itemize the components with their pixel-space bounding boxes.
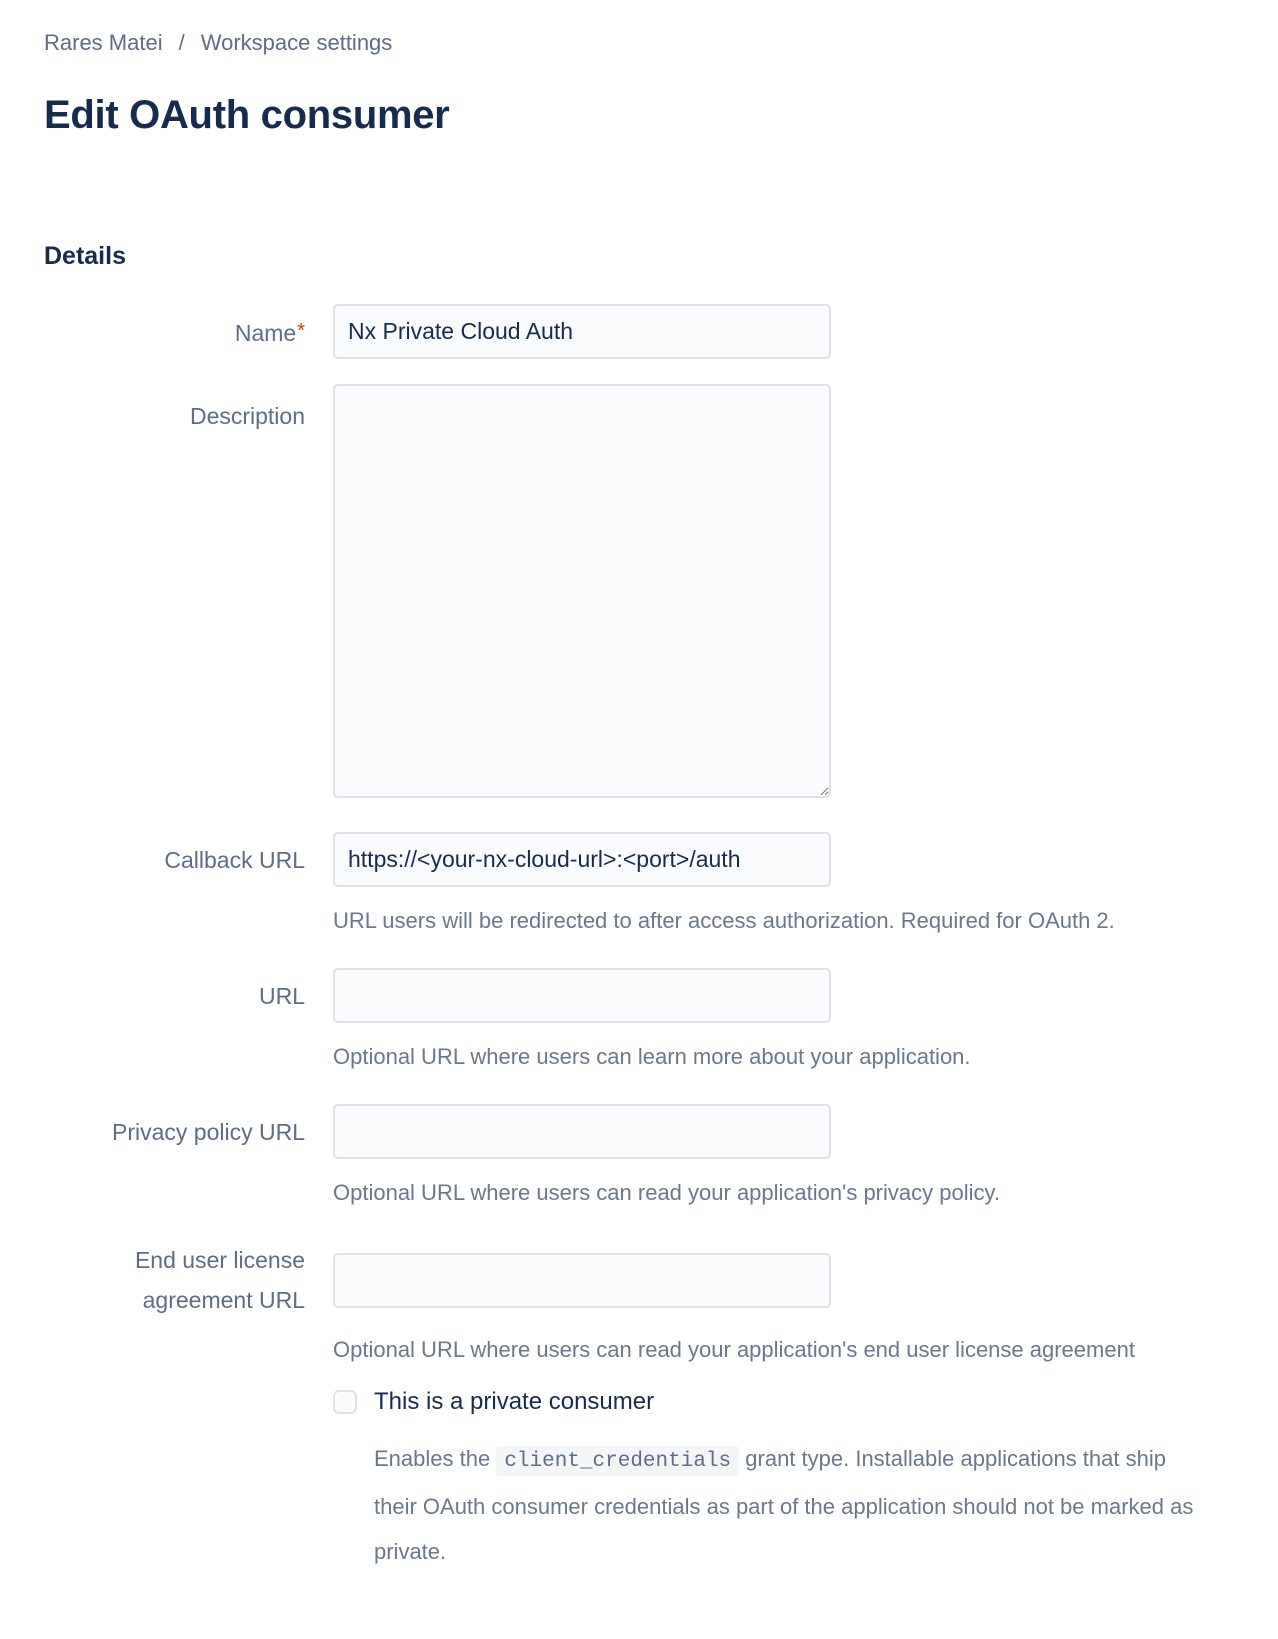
privacy-policy-url-help: Optional URL where users can read your application's privacy policy. xyxy=(333,1180,1000,1205)
privacy-policy-url-field xyxy=(44,1104,1234,1206)
description-field xyxy=(44,384,1234,798)
breadcrumb xyxy=(44,30,1234,56)
url-label: URL xyxy=(258,982,305,1009)
private-consumer-help xyxy=(374,1436,1209,1574)
client-credentials-code: client_credentials xyxy=(496,1446,739,1476)
callback-url-help: URL users will be redirected to after access authorization. Required for OAuth 2. xyxy=(333,908,1115,933)
callback-url-label: Callback URL xyxy=(164,846,305,873)
oauth-consumer-form xyxy=(44,304,1234,1574)
private-consumer-checkbox[interactable] xyxy=(333,1390,357,1414)
private-consumer-label[interactable]: This is a private consumer xyxy=(374,1388,655,1415)
private-consumer-help-prefix: Enables the xyxy=(374,1446,497,1471)
description-textarea[interactable] xyxy=(333,384,831,798)
details-heading: Details xyxy=(44,242,126,270)
eula-url-input[interactable] xyxy=(333,1253,831,1308)
name-label-text: Name xyxy=(234,319,297,346)
breadcrumb-separator: / xyxy=(178,30,185,55)
breadcrumb-workspace-settings-link[interactable]: Workspace settings xyxy=(200,30,393,55)
description-label: Description xyxy=(189,403,305,429)
required-asterisk: * xyxy=(297,319,305,342)
privacy-policy-url-label: Privacy policy URL xyxy=(112,1118,305,1145)
name-label xyxy=(44,311,333,353)
name-field xyxy=(44,304,1234,359)
page-title: Edit OAuth consumer xyxy=(44,93,450,137)
callback-url-field xyxy=(44,832,1234,934)
private-consumer-field xyxy=(44,1388,1234,1574)
eula-url-field xyxy=(44,1240,1234,1363)
breadcrumb-workspace-link[interactable]: Rares Matei xyxy=(44,30,163,55)
privacy-policy-url-input[interactable] xyxy=(333,1104,831,1159)
name-input[interactable] xyxy=(333,304,831,359)
eula-url-label: End user license agreement URL xyxy=(134,1247,305,1313)
url-help: Optional URL where users can learn more about your application. xyxy=(333,1044,971,1069)
url-input[interactable] xyxy=(333,968,831,1023)
eula-url-help: Optional URL where users can read your application's end user license agreement xyxy=(333,1337,1135,1362)
private-consumer-help-suffix: grant type. Installable applications that ship their OAuth consumer credentials as part of the application should not be marked as private. xyxy=(374,1446,1194,1564)
url-field xyxy=(44,968,1234,1070)
callback-url-input[interactable] xyxy=(333,832,831,887)
